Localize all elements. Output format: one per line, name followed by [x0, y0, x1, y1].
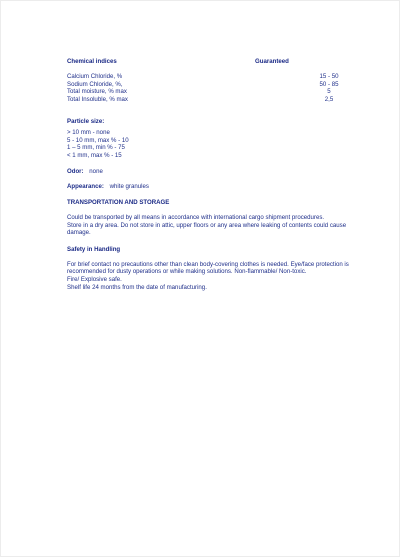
- safety-heading: Safety in Handling: [67, 246, 121, 253]
- transport-paragraph-1: Could be transported by all means in accordance with international cargo shipment procedures.: [67, 214, 325, 221]
- chemical-value: 50 - 85: [319, 80, 339, 88]
- safety-paragraph-3: Shelf life 24 months from the date of manufacturing.: [67, 284, 207, 291]
- safety-paragraph-1: For brief contact no precautions other than clean body-covering clothes is needed. Eye/face protection is recommended for dusty operations or while making solutions. Non-flammable/ Non-toxic.: [67, 261, 349, 276]
- chemical-value: 5: [327, 88, 331, 95]
- guaranteed-heading: Guaranteed: [255, 58, 289, 65]
- odor-value: none: [89, 168, 103, 175]
- appearance-value: white granules: [109, 183, 149, 190]
- chemical-indices-heading: Chemical indices: [67, 58, 117, 65]
- safety-paragraph-2: Fire/ Explosive safe.: [67, 276, 122, 283]
- particle-line: > 10 mm - none: [67, 129, 110, 136]
- particle-line: 5 - 10 mm, max % - 10: [67, 136, 129, 144]
- chemical-name: Total Insoluble, % max: [67, 95, 128, 103]
- appearance-row: [67, 183, 149, 190]
- transport-heading: TRANSPORTATION AND STORAGE: [67, 199, 170, 206]
- table-row: [67, 88, 337, 95]
- particle-line: < 1 mm, max % - 15: [67, 151, 122, 159]
- particle-line: 1 – 5 mm, min % - 75: [67, 144, 125, 151]
- particle-size-heading: Particle size:: [67, 118, 105, 125]
- appearance-label: Appearance:: [67, 183, 104, 190]
- table-row: [67, 73, 337, 80]
- chemical-name: Total moisture, % max: [67, 88, 127, 95]
- table-row: [67, 81, 337, 88]
- chemical-name: Calcium Chloride, %: [67, 73, 123, 80]
- transport-paragraph-2: Store in a dry area. Do not store in attic, upper floors or any area where leaking of contents could cause damage.: [67, 222, 347, 237]
- odor-row: [67, 168, 103, 175]
- odor-label: Odor:: [67, 168, 84, 175]
- chemical-name: Sodium Chloride, %,: [67, 80, 123, 88]
- table-row: [67, 96, 337, 103]
- chemical-value: 2,5: [324, 95, 334, 103]
- chemical-value: 15 - 50: [319, 73, 339, 80]
